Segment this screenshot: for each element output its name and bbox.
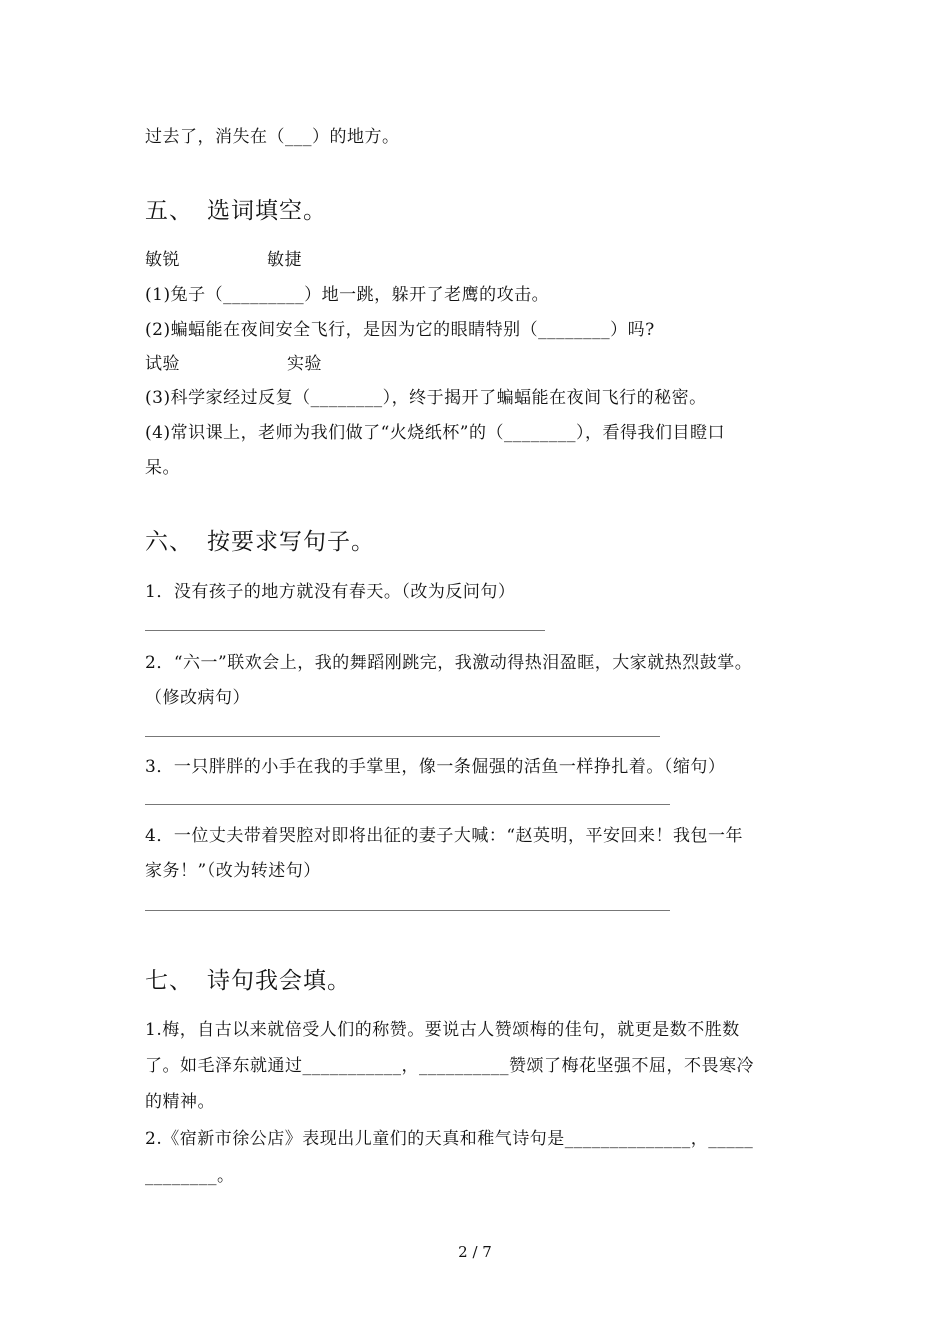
answer-line[interactable] [145, 736, 660, 737]
answer-line[interactable] [145, 630, 545, 631]
section5-heading [145, 192, 327, 225]
s5-question-2: (2)蝙蝠能在夜间安全飞行，是因为它的眼睛特别（________）吗? [145, 320, 655, 340]
section6-title: 按要求写句子。 [207, 529, 375, 555]
s6-question-3: 3．一只胖胖的小手在我的手掌里，像一条倔强的活鱼一样挣扎着。（缩句） [145, 757, 726, 777]
s6-question-4-line1: 4．一位丈夫带着哭腔对即将出征的妻子大喊：“赵英明，平安回来！我包一年 [145, 826, 744, 846]
s5-question-1: (1)兔子（_________）地一跳，躲开了老鹰的攻击。 [145, 285, 550, 305]
word-option: 敏锐 [145, 250, 180, 270]
intro-line: 过去了，消失在（___）的地方。 [145, 127, 400, 147]
s7-question-1-line2: 了。如毛泽东就通过___________，__________赞颂了梅花坚强不屈，不畏寒冷 [145, 1056, 754, 1076]
section7-heading [145, 962, 351, 995]
s7-question-2-line1: 2.《宿新市徐公店》表现出儿童们的天真和稚气诗句是______________，_____ [145, 1129, 754, 1149]
section6-heading [145, 523, 375, 556]
section7-title: 诗句我会填。 [207, 968, 351, 994]
page-number: 2 / 7 [458, 1243, 492, 1261]
s5-question-4-line2: 呆。 [145, 458, 180, 478]
word-group-1 [145, 245, 302, 270]
s6-question-2-line1: 2．“六一”联欢会上，我的舞蹈刚跳完，我激动得热泪盈眶，大家就热烈鼓掌。 [145, 653, 753, 673]
word-option: 敏捷 [267, 250, 302, 270]
s5-question-3: (3)科学家经过反复（________），终于揭开了蝙蝠能在夜间飞行的秘密。 [145, 388, 707, 408]
answer-line[interactable] [145, 804, 670, 805]
section5-title: 选词填空。 [207, 198, 327, 224]
answer-line[interactable] [145, 910, 670, 911]
s7-question-2-line2: ________。 [145, 1166, 235, 1186]
s7-question-1-line3: 的精神。 [145, 1092, 215, 1112]
section7-number: 七、 [145, 968, 193, 994]
s6-question-1: 1．没有孩子的地方就没有春天。（改为反问句） [145, 582, 516, 602]
section6-number: 六、 [145, 529, 193, 555]
s7-question-1-line1: 1.梅，自古以来就倍受人们的称赞。要说古人赞颂梅的佳句，就更是数不胜数 [145, 1020, 740, 1040]
s5-question-4-line1: (4)常识课上，老师为我们做了“火烧纸杯”的（________），看得我们目瞪口 [145, 423, 725, 443]
word-option: 实验 [287, 354, 322, 374]
section5-number: 五、 [145, 198, 193, 224]
s6-question-2-line2: （修改病句） [145, 688, 250, 708]
word-group-2 [145, 349, 322, 374]
word-option: 试验 [145, 354, 180, 374]
s6-question-4-line2: 家务！”（改为转述句） [145, 861, 321, 881]
